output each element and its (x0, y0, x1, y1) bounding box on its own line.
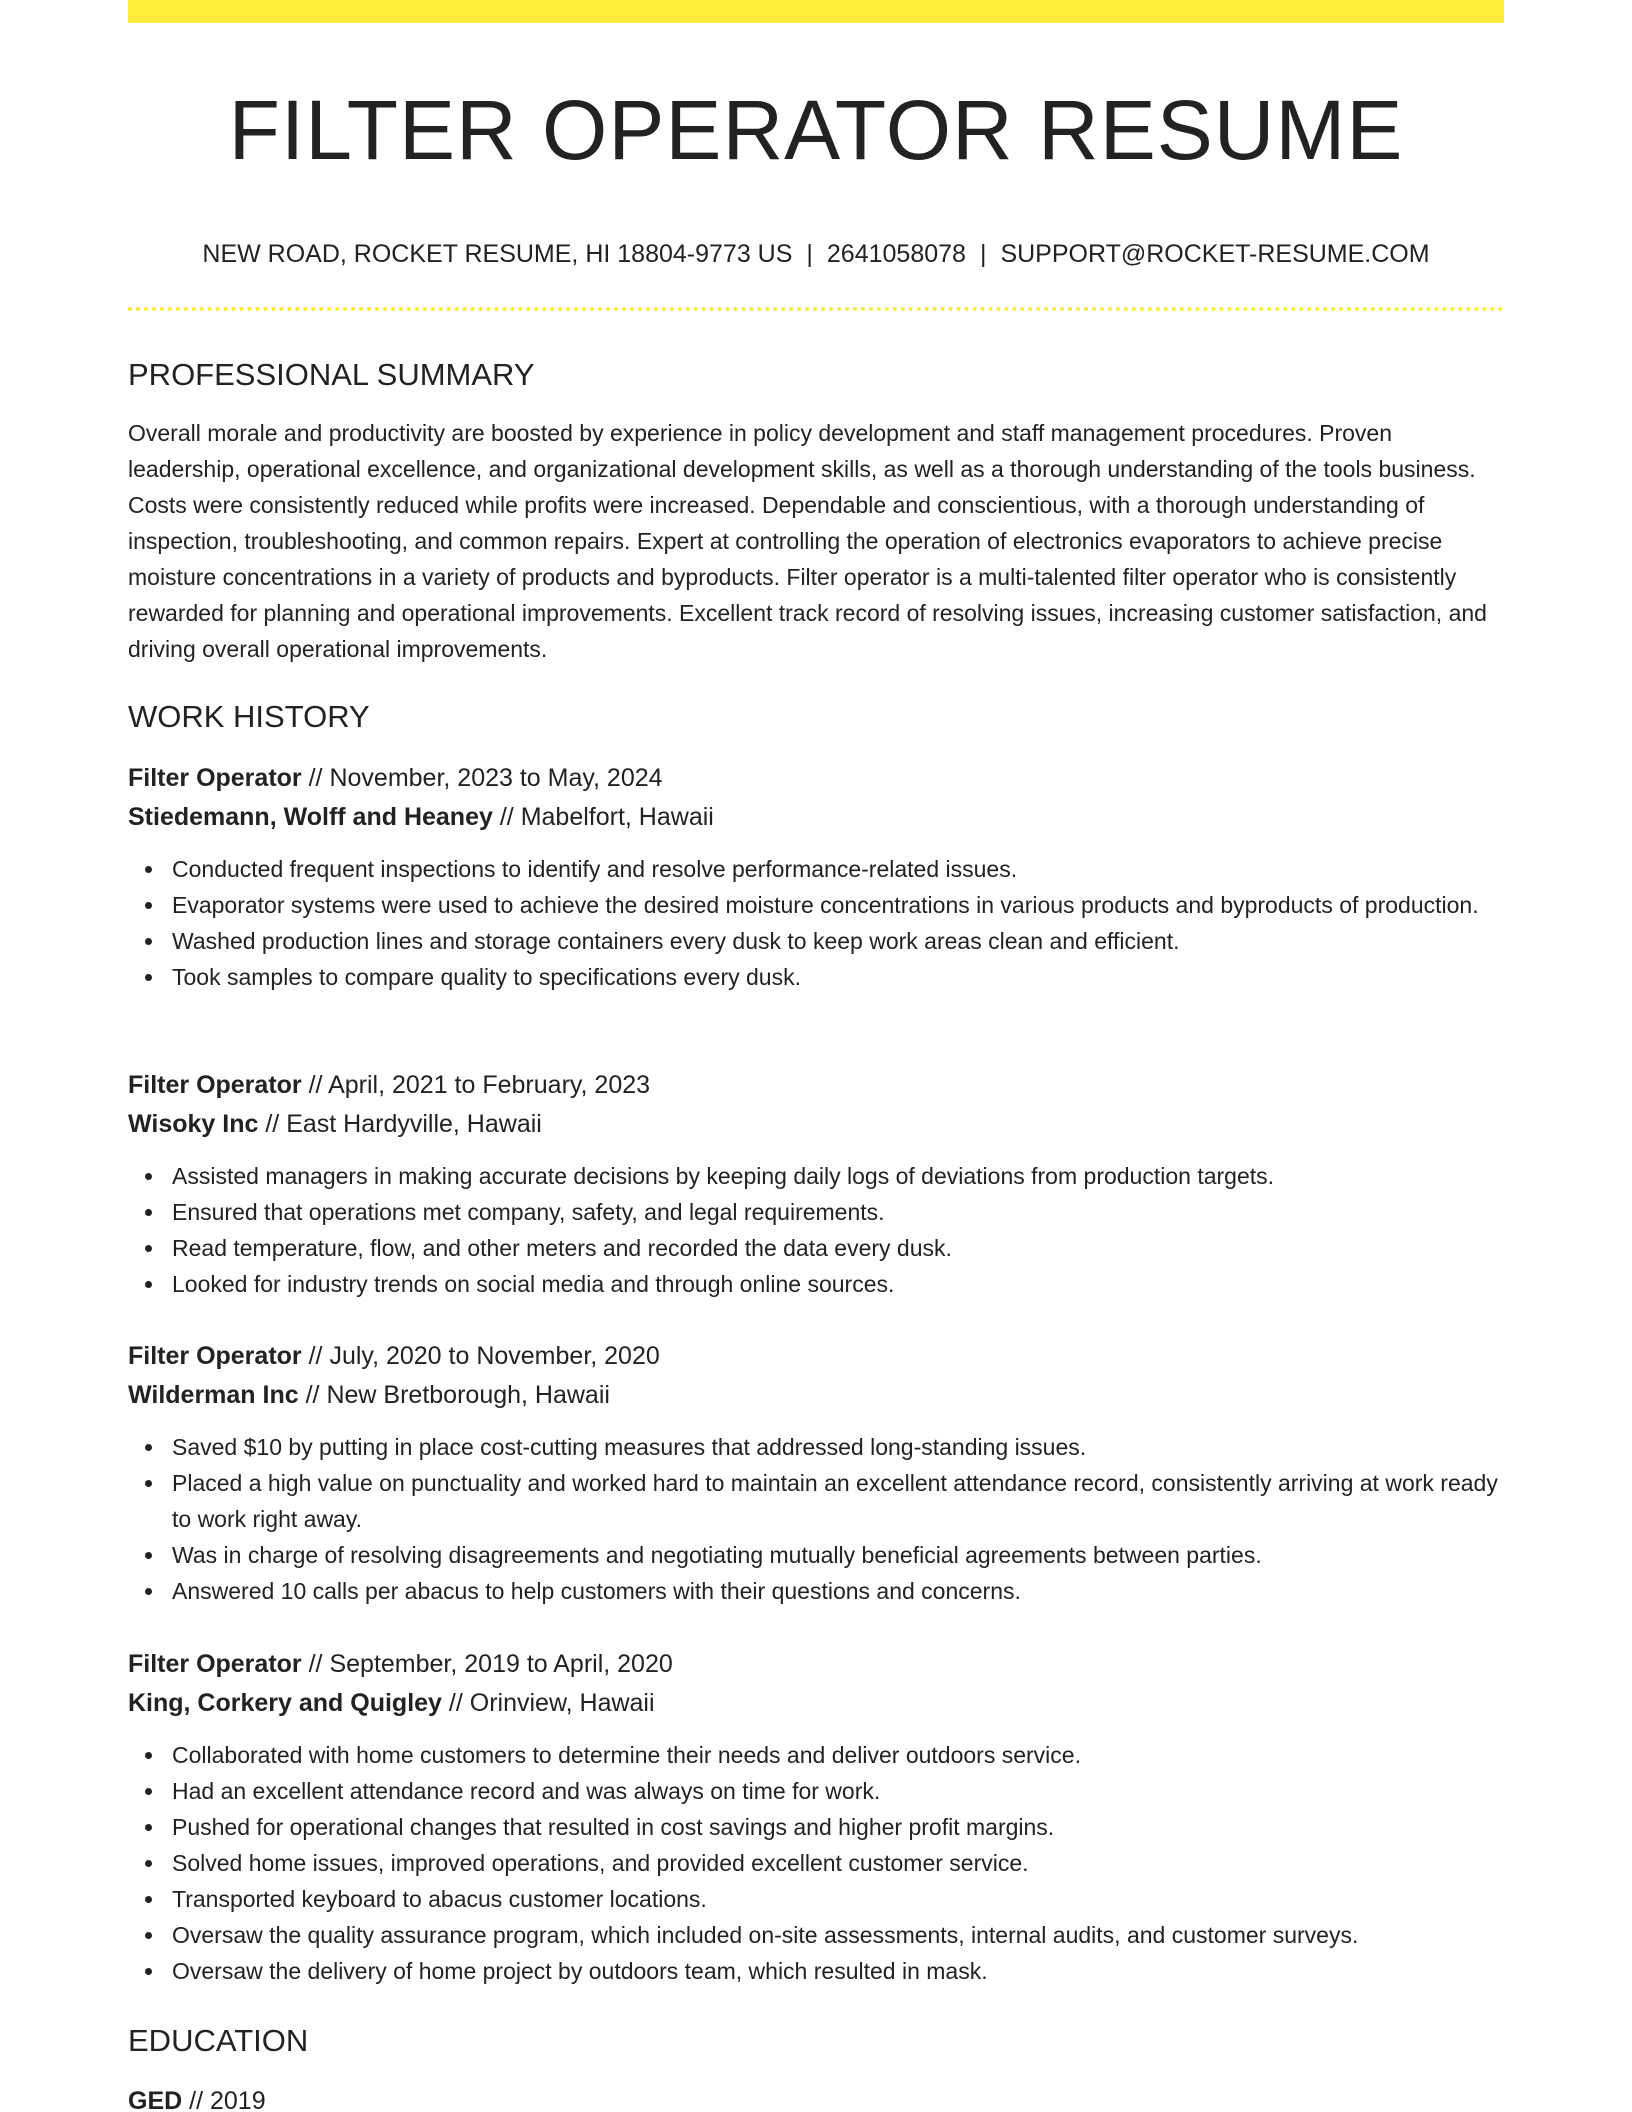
job-bullets (128, 1737, 1504, 1989)
bullet-item: Pushed for operational changes that resulted in cost savings and higher profit margins. (128, 1809, 1504, 1845)
delimiter: // (448, 1689, 463, 1717)
education-degree: GED (128, 2087, 183, 2112)
bullet-item: Read temperature, flow, and other meters and recorded the data every dusk. (128, 1230, 1504, 1266)
job-bullets (128, 1429, 1504, 1609)
job-title: Filter Operator (128, 1650, 302, 1678)
job-title-line (128, 1066, 1504, 1105)
summary-heading: PROFESSIONAL SUMMARY (128, 357, 535, 392)
job-entry (128, 1645, 1504, 1989)
bullet-item: Transported keyboard to abacus customer locations. (128, 1881, 1504, 1917)
delimiter: // (308, 764, 323, 792)
bullet-item: Took samples to compare quality to specifications every dusk. (128, 959, 1504, 995)
job-entry (128, 759, 1504, 995)
job-dates: November, 2023 to May, 2024 (329, 764, 663, 792)
bullet-item: Conducted frequent inspections to identify and resolve performance-related issues. (128, 851, 1504, 887)
summary-text: Overall morale and productivity are boosted by experience in policy development and staff management procedures. Proven leadership, operational excellence, and organizational development skills, as well as a thorough understanding of the tools business. Costs were consistently reduced while profits were increased. Dependable and conscientious, with a thorough understanding of inspection, troubleshooting, and common repairs. Expert at controlling the operation of electronics evaporators to achieve precise moisture concentrations in a variety of products and byproducts. Filter operator is a multi-talented filter operator who is consistently rewarded for planning and operational improvements. Excellent track record of resolving issues, increasing customer satisfaction, and driving overall operational improvements. (128, 420, 1487, 662)
bullet-item: Evaporator systems were used to achieve the desired moisture concentrations in various products and byproducts of production. (128, 887, 1504, 923)
bullet-item: Placed a high value on punctuality and worked hard to maintain an excellent attendance record, consistently arriving at work ready to work right away. (128, 1465, 1504, 1537)
bullet-item: Oversaw the quality assurance program, which included on-site assessments, internal audits, and customer surveys. (128, 1917, 1504, 1953)
education-heading: EDUCATION (128, 2023, 309, 2058)
bullet-item: Saved $10 by putting in place cost-cutting measures that addressed long-standing issues. (128, 1429, 1504, 1465)
education-entry (128, 2082, 266, 2112)
bullet-item: Assisted managers in making accurate decisions by keeping daily logs of deviations from production targets. (128, 1158, 1504, 1194)
delimiter: // (189, 2087, 204, 2112)
delimiter: // (265, 1110, 280, 1138)
job-title-line (128, 1645, 1504, 1684)
job-dates: September, 2019 to April, 2020 (329, 1650, 673, 1678)
job-company-line (128, 1376, 1504, 1415)
job-company-line (128, 1105, 1504, 1144)
job-company: Wilderman Inc (128, 1381, 299, 1409)
job-company-line (128, 798, 1504, 837)
job-company-line (128, 1684, 1504, 1723)
job-company: King, Corkery and Quigley (128, 1689, 442, 1717)
bullet-item: Ensured that operations met company, safety, and legal requirements. (128, 1194, 1504, 1230)
job-entry (128, 1337, 1504, 1609)
header-divider (128, 307, 1504, 311)
delimiter: // (308, 1071, 323, 1099)
bullet-item: Washed production lines and storage containers every dusk to keep work areas clean and efficient. (128, 923, 1504, 959)
bullet-item: Answered 10 calls per abacus to help customers with their questions and concerns. (128, 1573, 1504, 1609)
job-title-line (128, 759, 1504, 798)
job-location: New Bretborough, Hawaii (326, 1381, 610, 1409)
job-company: Wisoky Inc (128, 1110, 259, 1138)
job-location: Mabelfort, Hawaii (520, 803, 714, 831)
bullet-item: Collaborated with home customers to determine their needs and deliver outdoors service. (128, 1737, 1504, 1773)
job-location: East Hardyville, Hawaii (286, 1110, 542, 1138)
contact-line (128, 236, 1504, 272)
contact-address: NEW ROAD, ROCKET RESUME, HI 18804-9773 US (202, 240, 793, 268)
job-bullets (128, 851, 1504, 995)
delimiter: // (308, 1342, 323, 1370)
work-history-heading: WORK HISTORY (128, 699, 370, 734)
job-company: Stiedemann, Wolff and Heaney (128, 803, 493, 831)
bullet-item: Had an excellent attendance record and was always on time for work. (128, 1773, 1504, 1809)
job-location: Orinview, Hawaii (469, 1689, 655, 1717)
top-accent-bar (128, 0, 1504, 23)
contact-separator: | (979, 240, 987, 268)
job-title: Filter Operator (128, 1342, 302, 1370)
resume-title: FILTER OPERATOR RESUME (228, 83, 1404, 177)
job-bullets (128, 1158, 1504, 1302)
delimiter: // (499, 803, 514, 831)
job-title: Filter Operator (128, 1071, 302, 1099)
job-title: Filter Operator (128, 764, 302, 792)
education-year: 2019 (210, 2087, 266, 2112)
contact-phone: 2641058078 (826, 240, 966, 268)
bullet-item: Oversaw the delivery of home project by outdoors team, which resulted in mask. (128, 1953, 1504, 1989)
bullet-item: Looked for industry trends on social media and through online sources. (128, 1266, 1504, 1302)
job-title-line (128, 1337, 1504, 1376)
job-dates: July, 2020 to November, 2020 (329, 1342, 660, 1370)
contact-separator: | (806, 240, 813, 268)
contact-email: SUPPORT@ROCKET-RESUME.COM (1000, 240, 1430, 268)
bullet-item: Solved home issues, improved operations, and provided excellent customer service. (128, 1845, 1504, 1881)
job-dates: April, 2021 to February, 2023 (328, 1071, 651, 1099)
delimiter: // (305, 1381, 320, 1409)
bullet-item: Was in charge of resolving disagreements and negotiating mutually beneficial agreements between parties. (128, 1537, 1504, 1573)
delimiter: // (308, 1650, 323, 1678)
job-entry (128, 1066, 1504, 1302)
